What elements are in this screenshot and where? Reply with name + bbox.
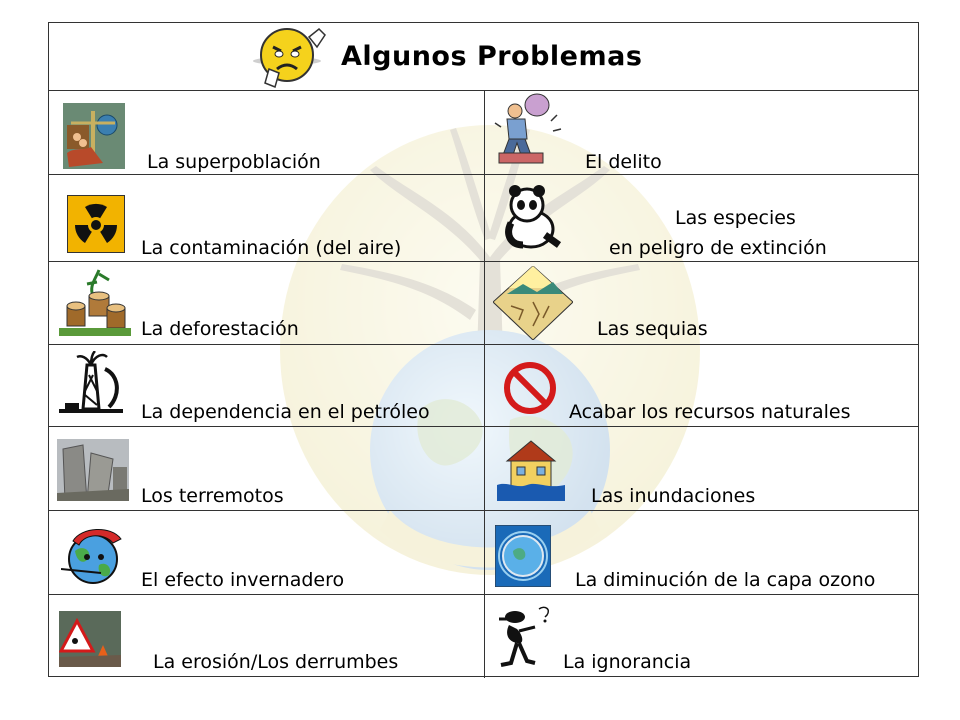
problem-label: Las inundaciones [591,485,756,507]
table-cell [485,511,918,594]
panda-icon [501,183,563,251]
problem-label-line1: Las especies [675,207,796,229]
problem-label: La ignorancia [563,651,692,673]
table-cell [485,595,918,678]
problem-label: La erosión/Los derrumbes [153,651,399,673]
problem-label: Los terremotos [141,485,284,507]
cracked-earth-icon [493,266,573,340]
table-cell [485,345,918,426]
page-title: Algunos Problemas [341,41,643,72]
problem-label: Las sequias [597,318,708,340]
problem-label: La superpoblación [147,151,321,173]
table-cell [485,175,918,261]
problem-label: La diminución de la capa ozono [575,569,876,591]
table-row [49,262,918,345]
oil-rig-icon [59,351,123,417]
table-cell [49,427,485,510]
thumbs-down-smiley-icon [247,25,329,89]
problem-label: El efecto invernadero [141,569,345,591]
confused-figure-icon [495,605,561,671]
table-row [49,427,918,511]
table-row [49,175,918,262]
table-row [49,511,918,595]
table-cell [49,175,485,261]
thief-with-loot-bag-icon [491,93,563,169]
sick-earth-icon [61,521,129,587]
problem-label: Acabar los recursos naturales [569,401,851,423]
table-cell [49,595,485,678]
radiation-hazard-icon [67,195,125,253]
crowd-scale-icon [63,103,125,169]
table-cell [485,262,918,344]
table-cell [485,427,918,510]
table-cell [485,91,918,174]
table-row [49,91,918,175]
flooded-house-icon [497,437,565,501]
problem-label-line2: en peligro de extinción [609,237,827,259]
earth-from-space-icon [495,525,551,587]
table-cell [49,262,485,344]
tree-stumps-icon [59,266,131,336]
table-cell [49,91,485,174]
table-cell [49,345,485,426]
problems-table [48,22,919,677]
table-row [49,345,918,427]
problem-label: La contaminación (del aire) [141,237,402,259]
prohibited-sign-icon [503,361,557,415]
collapsed-buildings-icon [57,439,129,501]
title-row [49,23,918,91]
table-row [49,595,918,678]
problem-label: La dependencia en el petróleo [141,401,430,423]
problem-label: La deforestación [141,318,299,340]
table-cell [49,511,485,594]
problem-label: El delito [585,151,662,173]
landslide-warning-icon [59,611,121,667]
